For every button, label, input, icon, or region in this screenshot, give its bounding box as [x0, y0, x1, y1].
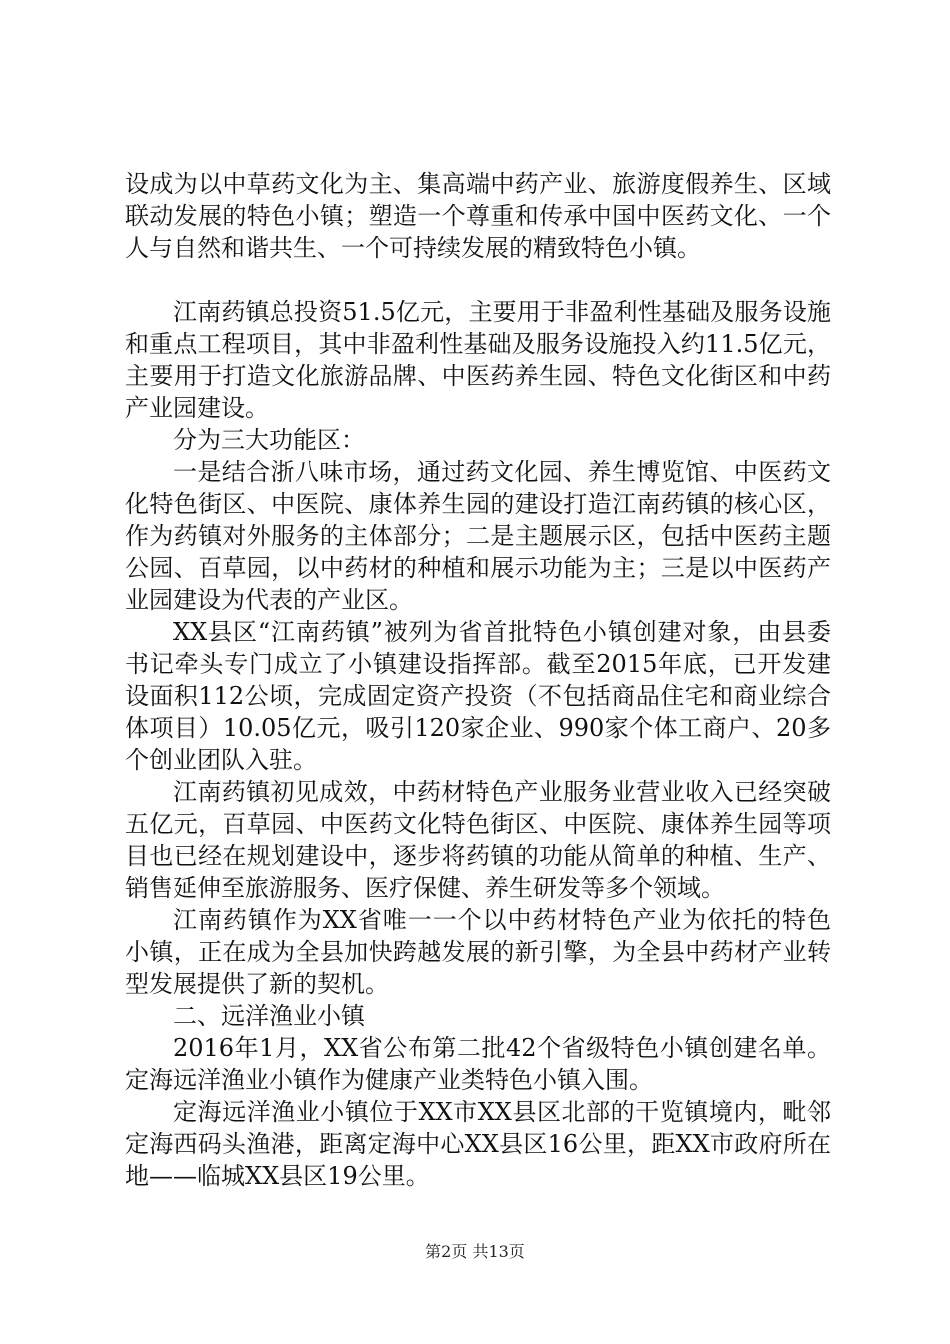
- page-footer: 第2页 共13页: [425, 1242, 525, 1261]
- paragraph-function-areas-heading: 分为三大功能区：: [173, 426, 365, 454]
- paragraph-unique-town: 江南药镇作为XX省唯一一个以中药材特色产业为依托的特色小镇，正在成为全县加快跨越发展的新引擎，为全县中药材产业转型发展提供了新的契机。: [125, 906, 831, 998]
- paragraph-pilot-town: XX县区“江南药镇”被列为省首批特色小镇创建对象，由县委书记牵头专门成立了小镇建设指挥部。截至2015年底，已开发建设面积112公顷，完成固定资产投资（不包括商品住宅和商业综合体项目）10.05亿元，吸引120家企业、990家个体工商户、20多个创业团队入驻。: [125, 618, 831, 774]
- section-heading-fishery-town: 二、远洋渔业小镇: [173, 1002, 365, 1030]
- paragraph-continued: 设成为以中草药文化为主、集高端中药产业、旅游度假养生、区域联动发展的特色小镇；塑造一个尊重和传承中国中医药文化、一个人与自然和谐共生、一个可持续发展的精致特色小镇。: [125, 170, 831, 262]
- paragraph-second-batch: 2016年1月，XX省公布第二批42个省级特色小镇创建名单。定海远洋渔业小镇作为健康产业类特色小镇入围。: [125, 1034, 831, 1094]
- paragraph-investment: 江南药镇总投资51.5亿元，主要用于非盈利性基础及服务设施和重点工程项目，其中非盈利性基础及服务设施投入约11.5亿元，主要用于打造文化旅游品牌、中医药养生园、特色文化街区和中药产业园建设。: [125, 298, 831, 422]
- paragraph-location: 定海远洋渔业小镇位于XX市XX县区北部的干览镇境内，毗邻定海西码头渔港，距离定海中心XX县区16公里，距XX市政府所在地——临城XX县区19公里。: [125, 1098, 831, 1190]
- paragraph-function-areas: 一是结合浙八味市场，通过药文化园、养生博览馆、中医药文化特色街区、中医院、康体养生园的建设打造江南药镇的核心区，作为药镇对外服务的主体部分；二是主题展示区，包括中医药主题公园、百草园，以中药材的种植和展示功能为主；三是以中医药产业园建设为代表的产业区。: [125, 458, 831, 614]
- paragraph-results: 江南药镇初见成效，中药材特色产业服务业营业收入已经突破五亿元，百草园、中医药文化特色街区、中医院、康体养生园等项目也已经在规划建设中，逐步将药镇的功能从简单的种植、生产、销售延伸至旅游服务、医疗保健、养生研发等多个领域。: [125, 778, 831, 902]
- document-body: [125, 168, 831, 1192]
